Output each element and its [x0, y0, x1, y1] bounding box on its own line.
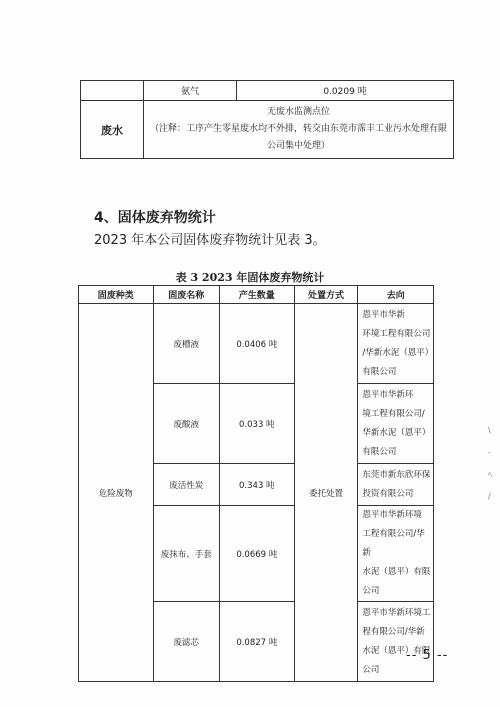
page-number: -- 5 -- — [406, 648, 449, 663]
header-name: 固废名称 — [153, 286, 219, 304]
waste-quantity: 0.033 吨 — [219, 384, 294, 464]
wastewater-note: 无废水监测点位 （注释：工序产生零星废水均不外排，转交由东莞市霈丰工业污水处理有限 公司集中处理） — [144, 101, 454, 159]
waste-quantity: 0.0827 吨 — [219, 602, 294, 682]
pollutant-amount: 0.0209 吨 — [237, 81, 454, 101]
header-category: 固废种类 — [79, 286, 154, 304]
waste-name: 废酸液 — [153, 384, 219, 464]
table-caption: 表 3 2023 年固体废弃物统计 — [175, 271, 325, 284]
waste-quantity: 0.0406 吨 — [219, 304, 294, 384]
header-method: 处置方式 — [294, 286, 358, 304]
waste-destination: 恩平市华新环境工 程有限公司/华新 水泥（恩平）有限 公司 — [358, 602, 434, 682]
table-row — [81, 101, 454, 159]
emissions-table-fragment — [80, 80, 454, 159]
waste-destination: 恩平市华新环 境工程有限公司/ 华新水泥（恩平） 有限公司 — [358, 384, 434, 464]
pollutant-name: 氨气 — [144, 81, 237, 101]
waste-quantity: 0.0669 吨 — [219, 506, 294, 602]
header-destination: 去向 — [358, 286, 434, 304]
wastewater-label: 废水 — [81, 101, 144, 159]
table-row — [79, 304, 434, 384]
section-intro: 2023 年本公司固体废弃物统计见表 3。 — [94, 233, 326, 248]
table-row — [81, 81, 454, 101]
header-quantity: 产生数量 — [219, 286, 294, 304]
waste-destination: 恩平市华新 环境工程有限公司 /华新水泥（恩平） 有限公司 — [358, 304, 434, 384]
solid-waste-table — [78, 285, 434, 682]
section-title: 4、固体废弃物统计 — [94, 210, 216, 226]
waste-name: 废滤芯 — [153, 602, 219, 682]
disposal-method: 委托处置 — [294, 304, 358, 682]
waste-category: 危险废物 — [79, 304, 154, 682]
margin-marks: \ - ﾍ / — [488, 426, 492, 501]
waste-destination: 恩平市华新环境 工程有限公司/华新 水泥（恩平）有限 公司 — [358, 506, 434, 602]
waste-name: 废活性炭 — [153, 464, 219, 506]
table-header-row — [79, 286, 434, 304]
waste-quantity: 0.343 吨 — [219, 464, 294, 506]
waste-name: 废槽液 — [153, 304, 219, 384]
waste-name: 废抹布、手套 — [153, 506, 219, 602]
waste-destination: 东莞市新东欣环保 投资有限公司 — [358, 464, 434, 506]
